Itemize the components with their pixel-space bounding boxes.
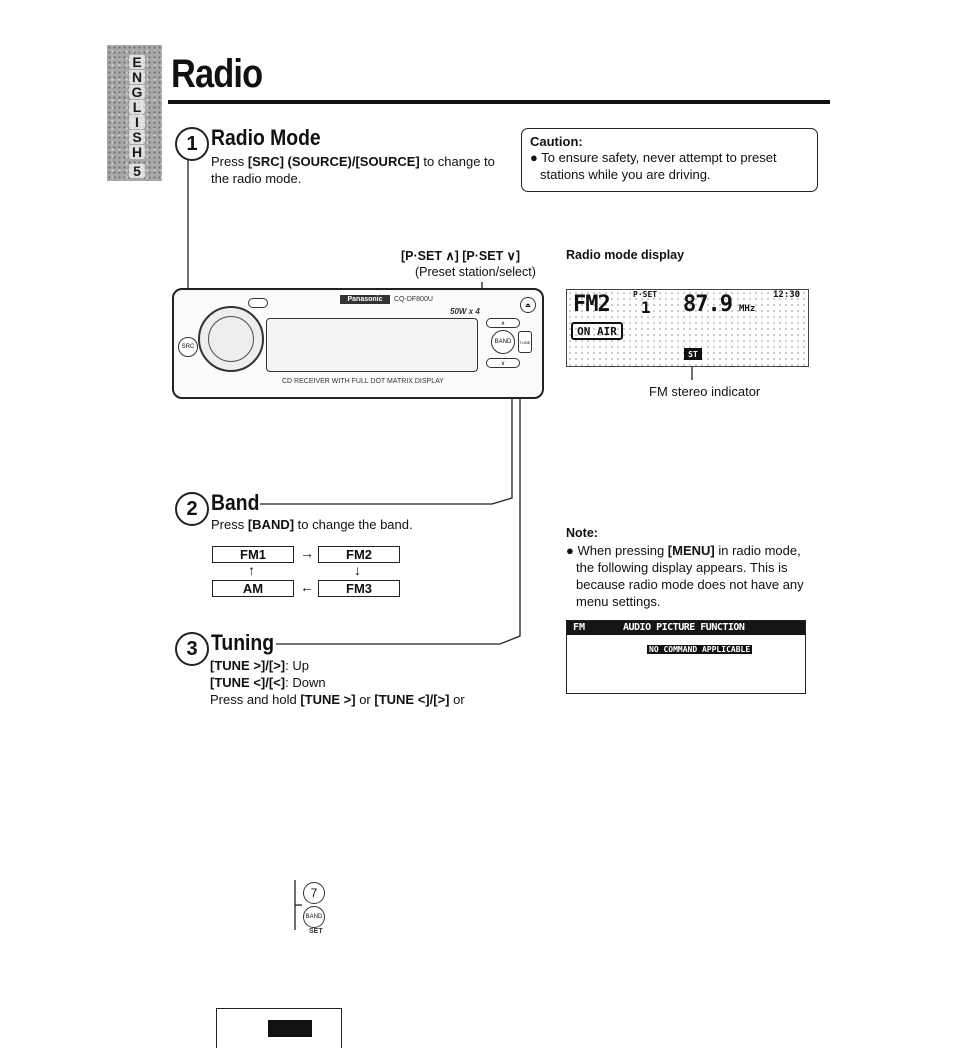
black-marker: [268, 1020, 312, 1037]
tune-down-line: [210, 674, 510, 691]
tab-letter: S: [129, 130, 145, 144]
eject-button[interactable]: ⏏: [520, 297, 536, 313]
icon-label: 7: [310, 886, 318, 900]
tune-up-line: [210, 657, 510, 674]
page-number: 5: [129, 164, 145, 178]
band-fm1: FM1: [212, 546, 294, 563]
tune-label: TUNE: [519, 339, 531, 345]
fm-stereo-indicator-caption: FM stereo indicator: [649, 384, 761, 399]
step-number: 1: [186, 132, 198, 155]
button-7-icon: [303, 882, 325, 904]
text: : Down: [285, 675, 326, 690]
pset-down-button[interactable]: ∨: [486, 358, 520, 368]
display-frequency: 87.9: [683, 292, 732, 317]
volume-knob-inner: [208, 316, 254, 362]
menu-display-band: FM: [573, 622, 586, 633]
text: in radio mode, the following display appears. This is because radio mode does not have any menu settings.: [576, 543, 804, 609]
note-text: ● When pressing [MENU] in radio mode, the following display appears. This is because radio mode does not have any menu settings.: [566, 543, 804, 609]
key-name: [TUNE >]: [300, 692, 356, 707]
text: to change the band.: [294, 517, 413, 532]
display-stereo: ST: [684, 348, 702, 360]
section-title-band: Band: [211, 490, 260, 515]
icon-label: BAND: [305, 914, 323, 920]
key-name: [SRC] (SOURCE)/[SOURCE]: [247, 154, 420, 169]
text: or: [449, 692, 465, 707]
band-fm3: FM3: [318, 580, 400, 597]
radio-display-title: Radio mode display: [566, 248, 685, 262]
page-title: Radio: [171, 52, 263, 96]
step-2-badge: [175, 492, 209, 526]
menu-display-tabs: AUDIO PICTURE FUNCTION: [623, 622, 745, 633]
arrow-down-icon: ↓: [354, 562, 361, 578]
text: Press: [211, 517, 248, 532]
pset-label: [P·SET ∧] [P·SET ∨]: [401, 249, 520, 263]
tab-letter: H: [129, 145, 145, 159]
text: Press: [211, 154, 248, 169]
band-am: AM: [212, 580, 294, 597]
band-label: BAND: [494, 339, 512, 345]
step-number: 2: [186, 497, 198, 520]
step-number: 3: [186, 637, 198, 660]
display-unit: MHz: [739, 304, 756, 314]
tune-hold-line: [210, 691, 510, 708]
display-band: FM2: [573, 292, 610, 317]
key-name: [BAND]: [247, 517, 295, 532]
arrow-left-icon: ←: [300, 579, 314, 595]
band-fm2: FM2: [318, 546, 400, 563]
key-name: [TUNE <]/[>]: [374, 692, 450, 707]
caution-body: To ensure safety, never attempt to preset stations while you are driving.: [540, 150, 777, 182]
text: : Up: [285, 658, 309, 673]
menu-display: [566, 620, 806, 694]
arrow-up-icon: ↑: [248, 562, 255, 578]
pset-sub: (Preset station/select): [415, 265, 536, 279]
set-label: SET: [309, 928, 323, 935]
menu-display-message: NO COMMAND APPLICABLE: [649, 645, 751, 654]
model-label: CQ-DF800U: [394, 296, 433, 303]
tab-letter: G: [129, 85, 145, 99]
tab-letter: E: [129, 55, 145, 69]
display-on-air: ON AIR: [571, 322, 623, 340]
text: When pressing: [577, 543, 668, 558]
caution-label: Caution:: [530, 134, 583, 149]
brand-logo: Panasonic: [340, 295, 390, 304]
section3-text: [210, 657, 510, 708]
tab-letter: L: [129, 100, 145, 114]
open-button[interactable]: [248, 298, 268, 308]
section-title-radio-mode: Radio Mode: [211, 125, 321, 150]
tab-letter: I: [129, 115, 145, 129]
radio-mode-display: [566, 289, 809, 367]
band-set-icon: [303, 906, 325, 928]
section2-text: [211, 516, 413, 533]
text: Press and hold: [210, 692, 301, 707]
tab-letter: N: [129, 70, 145, 84]
unit-display: [266, 318, 478, 372]
caution-text: ● To ensure safety, never attempt to preset stations while you are driving.: [530, 150, 777, 182]
unit-caption: CD RECEIVER WITH FULL DOT MATRIX DISPLAY: [282, 378, 444, 385]
note-label: Note:: [566, 526, 598, 540]
src-label: SRC: [181, 344, 195, 350]
tune-button[interactable]: [518, 331, 532, 353]
key-name: [TUNE <]/[<]: [210, 675, 286, 690]
text: or: [355, 692, 375, 707]
text: to change to the radio mode.: [211, 154, 495, 186]
src-button[interactable]: [178, 337, 198, 357]
band-button[interactable]: [491, 330, 515, 354]
step-3-badge: [175, 632, 209, 666]
display-pset-label: P·SET: [633, 290, 658, 299]
section-title-tuning: Tuning: [211, 630, 275, 655]
display-preset-number: 1: [641, 298, 651, 317]
key-name: [TUNE >]/[>]: [210, 658, 286, 673]
key-name: [MENU]: [667, 543, 715, 558]
arrow-right-icon: →: [300, 545, 314, 561]
pset-up-button[interactable]: ∧: [486, 318, 520, 328]
power-label: 50W x 4: [450, 307, 480, 316]
display-clock: 12:30: [773, 290, 801, 300]
